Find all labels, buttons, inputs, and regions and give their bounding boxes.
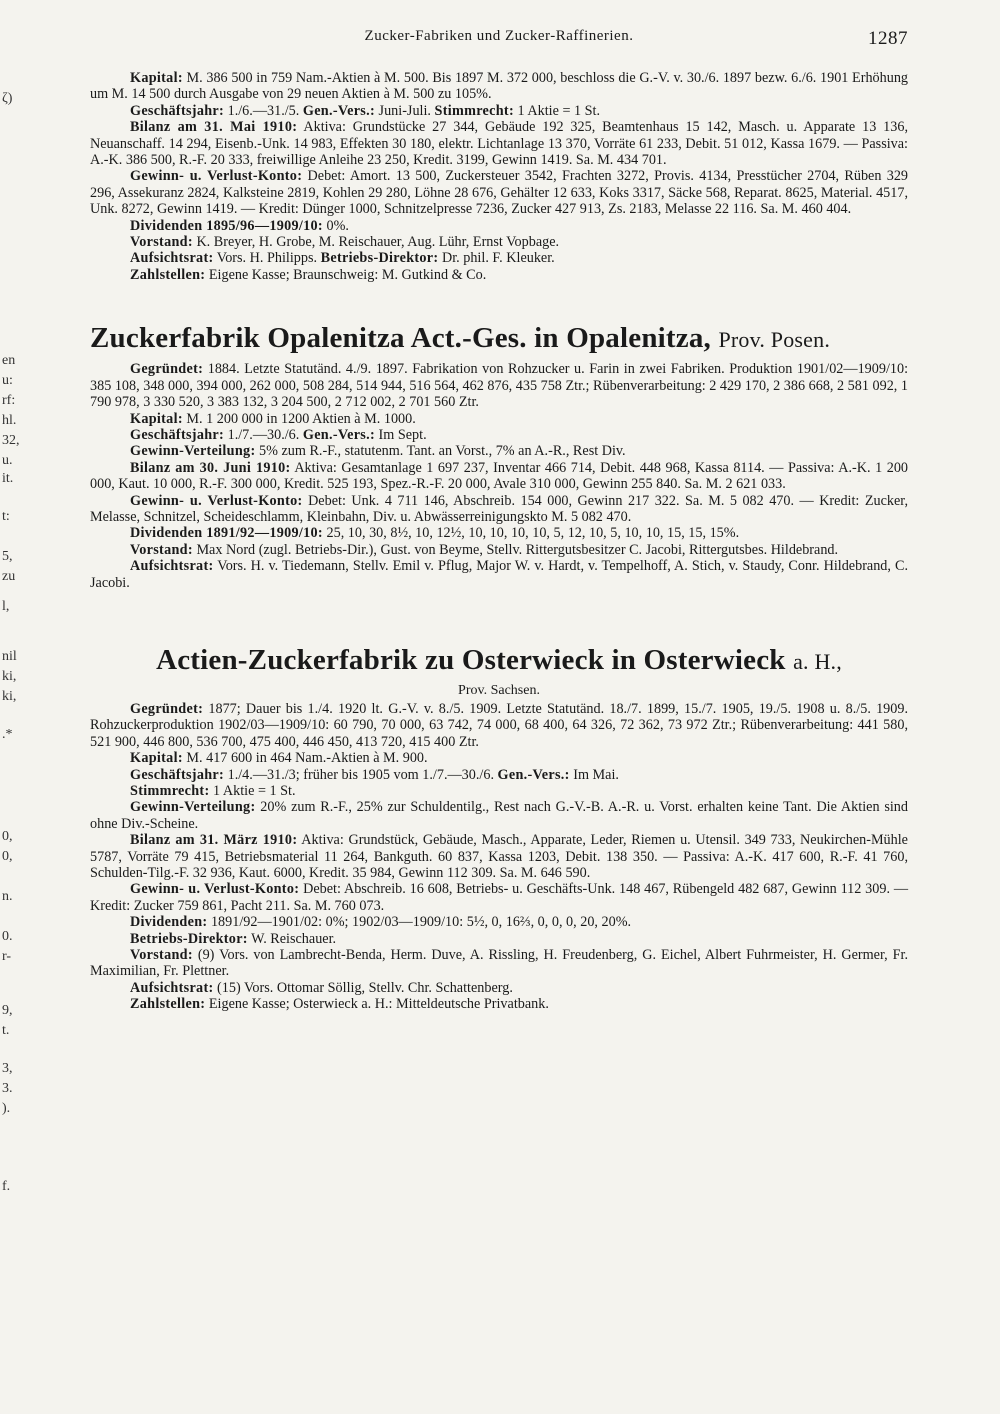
margin-fragment: ζ) [2, 91, 13, 106]
company-title-osterwieck [90, 643, 908, 679]
company-location: Prov. Posen. [718, 327, 831, 353]
field-label: Gewinn- u. Verlust-Konto: [130, 168, 303, 185]
margin-fragment: 0. [2, 929, 13, 944]
field-text: Eigene Kasse; Osterwieck a. H.: Mitteldeutsche Privatbank. [208, 996, 549, 1013]
entry-paragraph [90, 947, 908, 980]
entry-3 [90, 701, 908, 1013]
entry-paragraph [90, 70, 908, 103]
field-text: (15) Vors. Ottomar Söllig, Stellv. Chr. Schattenberg. [217, 979, 513, 996]
entry-paragraph [90, 542, 908, 558]
field-label: Gewinn-Verteilung: [130, 443, 256, 460]
field-label: Dividenden 1891/92—1909/10: [130, 525, 323, 542]
field-label: Gewinn- u. Verlust-Konto: [130, 881, 300, 898]
entry-paragraph [90, 914, 908, 930]
field-text: 5% zum R.-F., statutenm. Tant. an Vorst., 7% an A.-R., Rest Div. [259, 443, 626, 460]
margin-fragment: hl. [2, 413, 17, 428]
entry-paragraph [90, 427, 908, 443]
field-label: Stimmrecht: [130, 783, 210, 799]
field-text: K. Breyer, H. Grobe, M. Reischauer, Aug. Lühr, Ernst Vopbage. [196, 234, 560, 251]
margin-fragment: 9, [2, 1003, 13, 1018]
margin-fragment: ). [2, 1101, 11, 1116]
field-label: Zahlstellen: [130, 996, 206, 1013]
margin-fragment: 5, [2, 549, 13, 564]
margin-fragment: nil [2, 649, 17, 664]
field-text: 1./6.—31./5. [227, 102, 300, 119]
margin-fragment: 3, [2, 1061, 13, 1076]
field-text: 1 Aktie = 1 St. [517, 102, 601, 119]
page-number: 1287 [868, 28, 908, 49]
page [90, 28, 908, 1013]
field-text: Im Mai. [573, 766, 619, 783]
field-text: Dr. phil. F. Kleuker. [441, 250, 555, 267]
field-text: W. Reischauer. [251, 930, 337, 947]
company-province: Prov. Sachsen. [458, 682, 540, 698]
field-text: M. 1 200 000 in 1200 Aktien à M. 1000. [186, 410, 416, 427]
entry-paragraph [90, 931, 908, 947]
margin-fragment: 32, [2, 433, 20, 448]
entry-paragraph [90, 460, 908, 493]
entry-paragraph [90, 234, 908, 250]
entry-paragraph [90, 525, 908, 541]
margin-fragment: en [2, 353, 16, 368]
field-label: Betriebs-Direktor: [130, 930, 248, 947]
company-name: Actien-Zuckerfabrik zu Osterwieck in Osterwieck [156, 643, 786, 676]
margin-fragment: rf: [2, 393, 16, 408]
entry-1 [90, 70, 908, 283]
margin-fragment: 0, [2, 829, 13, 844]
field-label: Vorstand: [130, 947, 193, 964]
margin-fragment: t: [2, 509, 10, 524]
field-text: Vors. H. v. Tiedemann, Stellv. Emil v. Pflug, Major W. v. Hardt, v. Tempelhoff, A. Stich, v. Staudy, Conr. Hildebrand, C. Jacobi. [90, 558, 908, 591]
field-label: Stimmrecht: [434, 102, 514, 119]
field-label: Aufsichtsrat: [130, 979, 214, 996]
entry-paragraph [90, 701, 908, 750]
field-label: Gen.-Vers.: [497, 766, 570, 783]
field-text: 1 Aktie = 1 St. [213, 783, 296, 799]
field-label: Geschäftsjahr: [130, 766, 225, 783]
margin-fragment: .* [2, 727, 13, 742]
entry-paragraph [90, 119, 908, 168]
margin-fragment: l, [2, 599, 10, 614]
field-text: 1891/92—1901/02: 0%; 1902/03—1909/10: 5½, 0, 16⅔, 0, 0, 0, 20, 20%. [210, 914, 632, 931]
running-title: Zucker-Fabriken und Zucker-Raffinerien. [364, 28, 634, 44]
margin-fragment: f. [2, 1179, 11, 1194]
entry-paragraph [90, 767, 908, 783]
field-label: Gewinn- u. Verlust-Konto: [130, 492, 303, 509]
field-label: Vorstand: [130, 541, 193, 558]
company-location: a. H., [793, 648, 842, 674]
field-text: Eigene Kasse; Braunschweig: M. Gutkind & Co. [208, 266, 487, 283]
margin-fragment: it. [2, 471, 14, 486]
company-name: Zuckerfabrik Opalenitza Act.-Ges. in Opalenitza, [90, 322, 711, 355]
field-label: Betriebs-Direktor: [320, 250, 439, 267]
entry-paragraph [90, 832, 908, 881]
field-label: Geschäftsjahr: [130, 102, 225, 119]
margin-fragment: u: [2, 373, 13, 388]
margin-fragment: 0, [2, 849, 13, 864]
field-label: Gewinn-Verteilung: [130, 799, 256, 816]
margin-fragment: ki, [2, 669, 17, 684]
entry-paragraph [90, 558, 908, 591]
field-text: 1884. Letzte Statutänd. 4./9. 1897. Fabrikation von Rohzucker u. Farin in zwei Fabriken. Produktion 1901/02—1909/10: 385 108, 348 000, 394 000, 262 000, 508 284, 514 944, 516 564, 462 876, 435 758 Ztr.; Rübenverarbeitung: 2 429 170, 2 386 668, 2 581 092, 1 790 978, 3 330 520, 3 383 132, 3 204 500, 2 712 002, 2 701 560 Ztr. [90, 361, 909, 411]
margin-fragment: n. [2, 889, 13, 904]
margin-fragment: 3. [2, 1081, 13, 1096]
field-label: Dividenden: [130, 914, 208, 931]
field-text: 1877; Dauer bis 1./4. 1920 lt. G.-V. v. 8./5. 1909. Letzte Statutänd. 18./7. 1899, 15./7. 1905, 19./5. 1908 u. 8./5. 1909. Rohzuckerproduktion 1902/03—1909/10: 60 790, 70 000, 63 742, 74 000, 68 400, 64 326, 72 362, 73 972 Ztr.; Rübenverarbeitung: 441 580, 521 900, 446 800, 536 700, 475 400, 446 450, 413 720, 415 400 Ztr. [90, 700, 909, 750]
entry-paragraph [90, 267, 908, 283]
field-label: Kapital: [130, 410, 183, 427]
field-label: Gegründet: [130, 700, 204, 717]
entry-paragraph [90, 218, 908, 234]
field-label: Geschäftsjahr: [130, 426, 225, 443]
field-text: Juni-Juli. [378, 102, 431, 119]
field-label: Bilanz am 31. Mai 1910: [130, 119, 298, 136]
field-text: (9) Vors. von Lambrecht-Benda, Herm. Duve, A. Rissling, H. Freudenberg, G. Eichel, Albert Fuhrmeister, H. Germer, Fr. Maximilian, Fr. Plettner. [90, 947, 909, 980]
entry-paragraph [90, 411, 908, 427]
field-text: Vors. H. Philipps. [216, 250, 318, 267]
field-text: Debet: Amort. 13 500, Zuckersteuer 3542, Frachten 3272, Provis. 4134, Presstücher 2704, Rüben 329 296, Assekuranz 2824, Kalksteine 2819, Kohlen 29 280, Löhne 28 676, Gehälter 12 633, Koks 3317, Säcke 568, Reparat. 8625, Material. 4517, Unk. 8272, Gewinn 1419. — Kredit: Dünger 1000, Schnitzelpresse 7236, Zucker 427 913, Zs. 2183, Melasse 22 116. Sa. M. 460 404. [90, 168, 909, 218]
field-label: Bilanz am 31. März 1910: [130, 832, 298, 849]
field-text: Im Sept. [378, 426, 427, 443]
field-label: Kapital: [130, 750, 183, 767]
field-text: 1./4.—31./3; früher bis 1905 vom 1./7.—30./6. [227, 766, 494, 783]
field-label: Vorstand: [130, 234, 193, 251]
field-text: Debet: Abschreib. 16 608, Betriebs- u. Geschäfts-Unk. 148 467, Rübengeld 482 687, Gewinn 112 309. — Kredit: Zucker 759 861, Pacht 211. Sa. M. 760 073. [90, 881, 909, 914]
field-label: Dividenden 1895/96—1909/10: [130, 217, 323, 234]
company-title-opalenitza [90, 321, 908, 357]
field-label: Aufsichtsrat: [130, 250, 214, 267]
running-head [90, 28, 908, 56]
field-text: 20% zum R.-F., 25% zur Schuldentilg., Rest nach G.-V.-B. A.-R. u. Vorst. erhalten keine Tant. Die Aktien sind ohne Div.-Scheine. [90, 799, 908, 832]
field-text: Max Nord (zugl. Betriebs-Dir.), Gust. von Beyme, Stellv. Rittergutsbesitzer C. Jacobi, Rittergutsbes. Hildebrand. [196, 541, 839, 558]
field-text: Aktiva: Grundstücke 27 344, Gebäude 192 325, Beamtenhaus 15 142, Masch. u. Apparate 13 136, Neuanschaff. 14 294, Eisenb.-Unk. 14 983, Effekten 30 180, elektr. Lichtanlage 13 370, Vorräte 61 233, Debit. 51 012, Kassa 1679. — Passiva: A.-K. 386 500, R.-F. 20 333, freiwillige Anleihe 23 250, Kredit. 3199, Gewinn 1419. Sa. M. 434 701. [90, 119, 909, 169]
field-text: Aktiva: Gesamtanlage 1 697 237, Inventar 466 714, Debit. 448 968, Kassa 8114. — Passiva: A.-K. 1 200 000, Kaut. 10 000, R.-F. 300 000, Kredit. 525 193, Spez.-R.-F. 20 000, Avale 310 000, Gewinn 255 840. Sa. M. 2 621 033. [90, 459, 909, 493]
entry-paragraph [90, 168, 908, 217]
margin-fragment: t. [2, 1023, 10, 1038]
field-text: 1./7.—30./6. [227, 426, 300, 443]
entry-paragraph [90, 799, 908, 832]
field-label: Bilanz am 30. Juni 1910: [130, 459, 291, 476]
entry-paragraph [90, 750, 908, 766]
field-text: M. 417 600 in 464 Nam.-Aktien à M. 900. [186, 750, 428, 767]
field-text: M. 386 500 in 759 Nam.-Aktien à M. 500. Bis 1897 M. 372 000, beschloss die G.-V. v. 30./6. 1897 bezw. 6./6. 1901 Erhöhung um M. 14 500 durch Ausgabe von 29 neuen Aktien à M. 500 zu 105%. [90, 70, 909, 103]
margin-fragment: u. [2, 453, 13, 468]
entry-paragraph [90, 103, 908, 119]
margin-fragment: r- [2, 949, 12, 964]
entry-paragraph [90, 250, 908, 266]
entry-paragraph [90, 996, 908, 1012]
field-text: Debet: Unk. 4 711 146, Abschreib. 154 000, Gewinn 217 322. Sa. M. 5 082 470. — Kredit: Zucker, Melasse, Schnitzel, Scheideschlamm, Kleinbahn, Div. u. Abwässerreinigungskto M. 5 082 470. [90, 492, 909, 525]
entry-paragraph [90, 493, 908, 526]
entry-paragraph [90, 443, 908, 459]
field-label: Zahlstellen: [130, 266, 206, 283]
margin-fragment: ki, [2, 689, 17, 704]
entry-2 [90, 361, 908, 591]
field-label: Kapital: [130, 70, 183, 86]
field-label: Gen.-Vers.: [302, 426, 375, 443]
margin-fragment: zu [2, 569, 16, 584]
field-text: 0%. [326, 217, 349, 234]
field-label: Gegründet: [130, 361, 204, 378]
entry-paragraph [90, 783, 908, 799]
entry-paragraph [90, 361, 908, 410]
entry-paragraph [90, 980, 908, 996]
field-label: Aufsichtsrat: [130, 558, 214, 575]
field-text: Aktiva: Grundstück, Gebäude, Masch., Apparate, Leder, Riemen u. Utensil. 349 733, Neukirchen-Mühle 5787, Vorräte 79 415, Betriebsmaterial 11 264, Bankguth. 60 837, Kassa 1203, Debit. 138 350. — Passiva: A.-K. 417 600, R.-F. 41 760, Schulden-Tilg.-F. 32 936, Kaut. 6000, Kredit. 35 984, Gewinn 112 309. Sa. M. 646 590. [90, 832, 908, 882]
field-text: 25, 10, 30, 8½, 10, 12½, 10, 10, 10, 10, 5, 12, 10, 5, 10, 10, 15, 15, 15%. [326, 525, 740, 542]
entry-paragraph [90, 881, 908, 914]
field-label: Gen.-Vers.: [302, 102, 375, 119]
